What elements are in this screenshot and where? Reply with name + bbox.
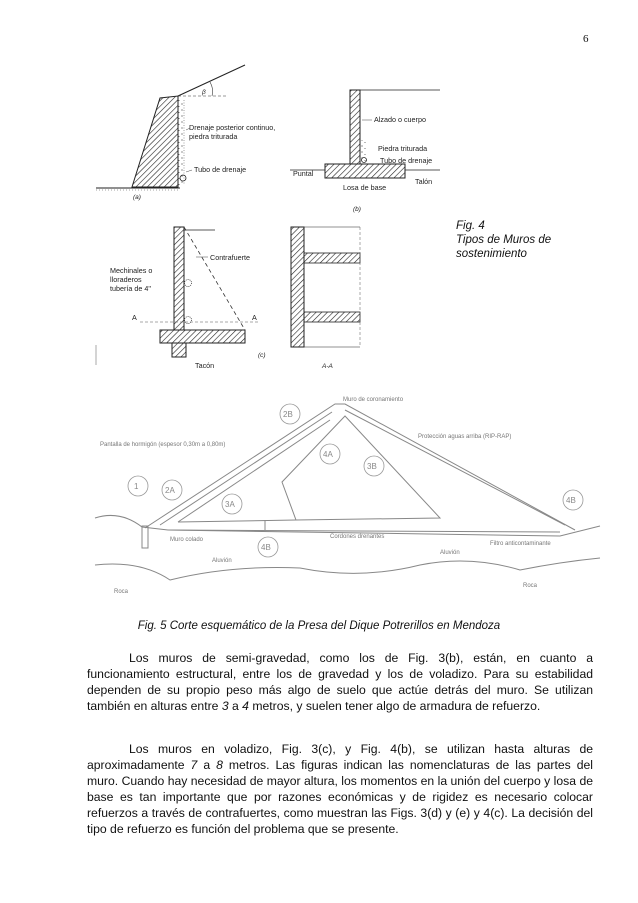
- panel-a-tag: (a): [133, 194, 141, 201]
- section-mark-right: A: [252, 313, 257, 322]
- fig4-panel-a: [96, 65, 275, 201]
- dam-annotations: [100, 397, 551, 595]
- label-talon: Talón: [415, 177, 433, 186]
- section-aa-tag: A-A: [322, 363, 333, 370]
- height-value: 8: [216, 758, 223, 772]
- label-piedra-triturada-a: piedra triturada: [189, 132, 238, 141]
- zone-label: 4A: [323, 450, 333, 459]
- label-pantalla-hormigon: Pantalla de hormigón (espesor 0,30m a 0,80m): [100, 442, 226, 448]
- section-mark-left: A: [132, 313, 137, 322]
- figure-4-caption-line: Tipos de Muros de: [456, 234, 552, 246]
- zone-label: 3B: [367, 462, 377, 471]
- height-value: 3: [221, 699, 229, 713]
- panel-b-tag: (b): [353, 206, 361, 213]
- label-muro-coronamiento: Muro de coronamiento: [343, 397, 404, 403]
- figure-4-caption: [456, 219, 551, 261]
- height-value: 4: [242, 699, 249, 713]
- label-puntal: Puntal: [293, 169, 314, 178]
- paragraph-text: metros, y suelen tener algo de armadura de refuerzo.: [248, 699, 541, 713]
- paragraph-text: a: [228, 699, 243, 713]
- label-tubo-drenaje-b: Tubo de drenaje: [380, 156, 433, 165]
- paragraph-text: Los muros en voladizo, Fig. 3(c), y Fig. 4(b), se utilizan hasta alturas de aproximadamente: [87, 742, 593, 772]
- paragraph-text: metros. Las figuras indican las nomenclaturas de las partes del muro. Cuando hay necesidad de mayor altura, los momentos en la unión del cuerpo y losa de base es tan importante que por razones económicas y de rigidez es necesario colocar refuerzos a través de contrafuertes, como muestran las Figs. 3(d) y (e) y 4(c). La decisión del tipo de refuerzo es función del problema que se presente.: [87, 758, 593, 836]
- label-piedra-triturada-b: Piedra triturada: [378, 144, 428, 153]
- label-aluvion-right: Aluvión: [440, 550, 460, 556]
- figure-5-drawing: [0, 390, 638, 610]
- zone-label: 2A: [165, 486, 175, 495]
- label-tubo-drenaje-a: Tubo de drenaje: [194, 165, 247, 174]
- label-cordones-drenantes: Cordones drenantes: [330, 534, 385, 540]
- label-tacon: Tacón: [195, 361, 215, 370]
- page-number: 6: [583, 33, 589, 45]
- label-alzado-cuerpo: Alzado o cuerpo: [374, 115, 426, 124]
- panel-c-tag: (c): [258, 352, 266, 359]
- figure-5-caption: Fig. 5 Corte esquemático de la Presa del Dique Potrerillos en Mendoza: [137, 620, 501, 632]
- zone-label: 2B: [283, 410, 293, 419]
- angle-beta-label: β: [202, 89, 206, 96]
- label-muro-colado: Muro colado: [170, 537, 204, 543]
- label-drenaje-posterior: Drenaje posterior continuo,: [189, 123, 276, 132]
- figure-4-caption-line: sostenimiento: [456, 248, 527, 260]
- label-mechinales: Mechinales o: [110, 266, 153, 275]
- paragraph-semi-gravedad: [87, 650, 593, 714]
- figure-4-caption-line: Fig. 4: [456, 220, 485, 232]
- paragraph-voladizo: [87, 741, 593, 837]
- paragraph-text: a: [197, 758, 217, 772]
- label-roca-right: Roca: [523, 583, 538, 589]
- height-value: 7: [190, 758, 198, 772]
- zone-label: 4B: [261, 543, 271, 552]
- paragraph-text: Los muros de semi-gravedad, como los de Fig. 3(b), están, en cuanto a funcionamiento estructural, entre los de gravedad y los de voladizo. Para su estabilidad dependen de su propio peso más algo de suelo que actúe detrás del muro. Se utilizan también en alturas entre: [87, 651, 593, 713]
- fig4-panel-b: [290, 90, 440, 213]
- label-filtro-anticontaminante: Filtro anticontaminante: [490, 541, 551, 547]
- label-roca-left: Roca: [114, 589, 129, 595]
- figure-4-drawing: [0, 0, 638, 400]
- zone-label: 1: [134, 482, 139, 491]
- zone-label: 3A: [225, 500, 235, 509]
- fig4-section-aa: [291, 227, 360, 370]
- label-contrafuerte: Contrafuerte: [210, 253, 250, 262]
- label-lloraderos: lloraderos: [110, 275, 142, 284]
- zone-label: 4B: [566, 496, 576, 505]
- label-proteccion-riprap: Protección aguas arriba (RIP-RAP): [418, 434, 512, 440]
- label-losa-base: Losa de base: [343, 183, 387, 192]
- fig4-panel-c: [96, 227, 266, 370]
- label-tuberia-4: tubería de 4": [110, 284, 151, 293]
- label-aluvion-left: Aluvión: [212, 558, 232, 564]
